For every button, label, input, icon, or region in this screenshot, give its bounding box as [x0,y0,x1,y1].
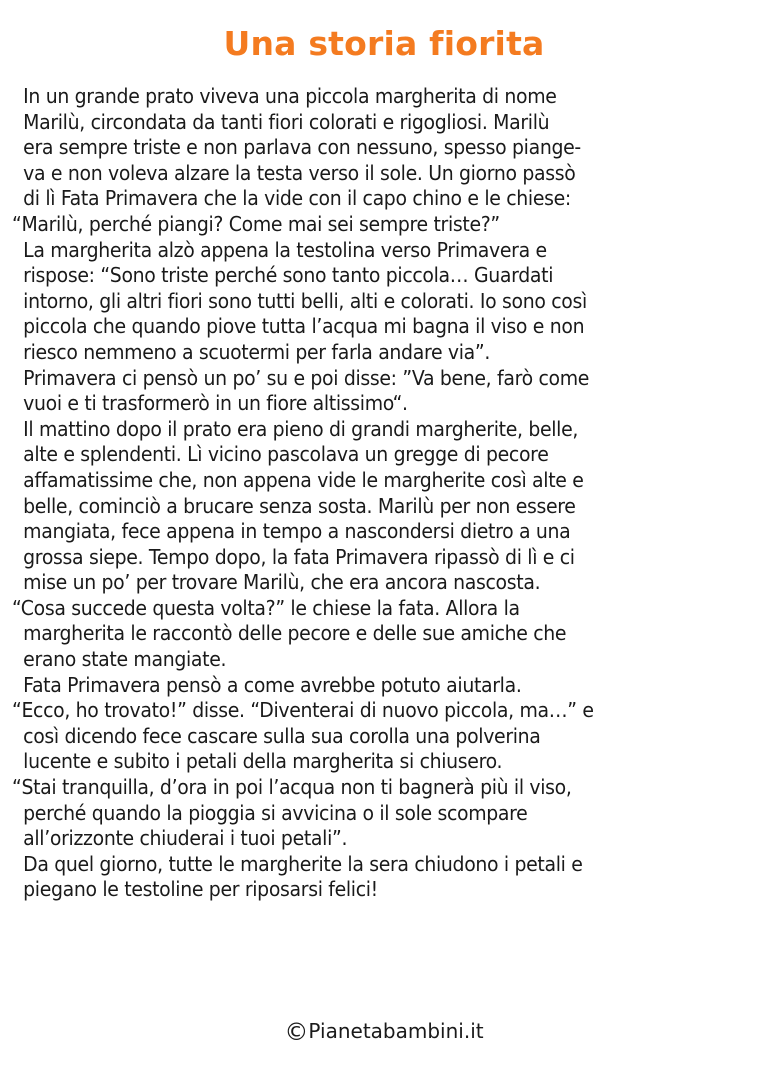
story-line: piccola che quando piove tutta l’acqua mi bagna il viso e non [23,314,585,339]
story-line: perché quando la pioggia si avvicina o il sole scompare [23,800,528,825]
story-line: In un grande prato viveva una piccola margherita di nome [23,84,557,108]
story-line: all’orizzonte chiuderai i tuoi petali”. [23,826,348,851]
story-line: affamatissime che, non appena vide le margherite così alte e [23,467,584,492]
story-line: Fata Primavera pensò a come avrebbe potuto aiutarla. [23,672,522,697]
footer-credit [0,1018,768,1046]
story-line: era sempre triste e non parlava con nessuno, spesso piange- [23,135,581,160]
story-line: riesco nemmeno a scuotermi per farla andare via”. [23,339,491,364]
story-line: piegano le testoline per riposarsi felici! [23,877,378,902]
story-line: così dicendo fece cascare sulla sua corolla una polverina [23,723,541,748]
site-name: Pianetabambini.it [308,1019,484,1043]
story-line: di lì Fata Primavera che la vide con il capo chino e le chiese: [23,186,571,211]
story-line: belle, cominciò a brucare senza sosta. Marilù per non essere [23,493,576,518]
story-body [12,84,710,903]
story-line: vuoi e ti trasformerò in un fiore altissimo“. [23,391,408,416]
story-line: Primavera ci pensò un po’ su e poi disse: ”Va bene, farò come [23,365,590,390]
story-line: lucente e subito i petali della margherita si chiusero. [23,749,503,774]
story-line: “Marilù, perché piangi? Come mai sei sempre triste?” [12,211,500,236]
story-line: “Ecco, ho trovato!” disse. “Diventerai di nuovo piccola, ma…” e [12,698,594,723]
story-line: alte e splendenti. Lì vicino pascolava un gregge di pecore [23,442,549,467]
story-line: va e non voleva alzare la testa verso il sole. Un giorno passò [23,160,576,185]
story-line: mangiata, fece appena in tempo a nascondersi dietro a una [23,519,571,544]
story-line: mise un po’ per trovare Marilù, che era ancora nascosta. [23,570,541,595]
story-line: “Stai tranquilla, d’ora in poi l’acqua non ti bagnerà più il viso, [12,775,572,800]
story-line: Marilù, circondata da tanti fiori colorati e rigogliosi. Marilù [23,109,550,134]
story-line: Il mattino dopo il prato era pieno di grandi margherite, belle, [23,416,579,441]
story-line: La margherita alzò appena la testolina verso Primavera e [23,237,547,262]
story-line: margherita le raccontò delle pecore e delle sue amiche che [23,621,567,646]
story-line: grossa siepe. Tempo dopo, la fata Primavera ripassò di lì e ci [23,544,575,569]
page-title: Una storia fiorita [223,24,545,63]
story-line: Da quel giorno, tutte le margherite la sera chiudono i petali e [23,851,583,876]
story-line: rispose: “Sono triste perché sono tanto piccola… Guardati [23,263,554,288]
copyright-icon: © [284,1018,309,1046]
story-line: intorno, gli altri fiori sono tutti belli, alti e colorati. Io sono così [23,288,587,313]
story-line: erano state mangiate. [23,647,227,672]
story-line: “Cosa succede questa volta?” le chiese la fata. Allora la [12,595,520,620]
